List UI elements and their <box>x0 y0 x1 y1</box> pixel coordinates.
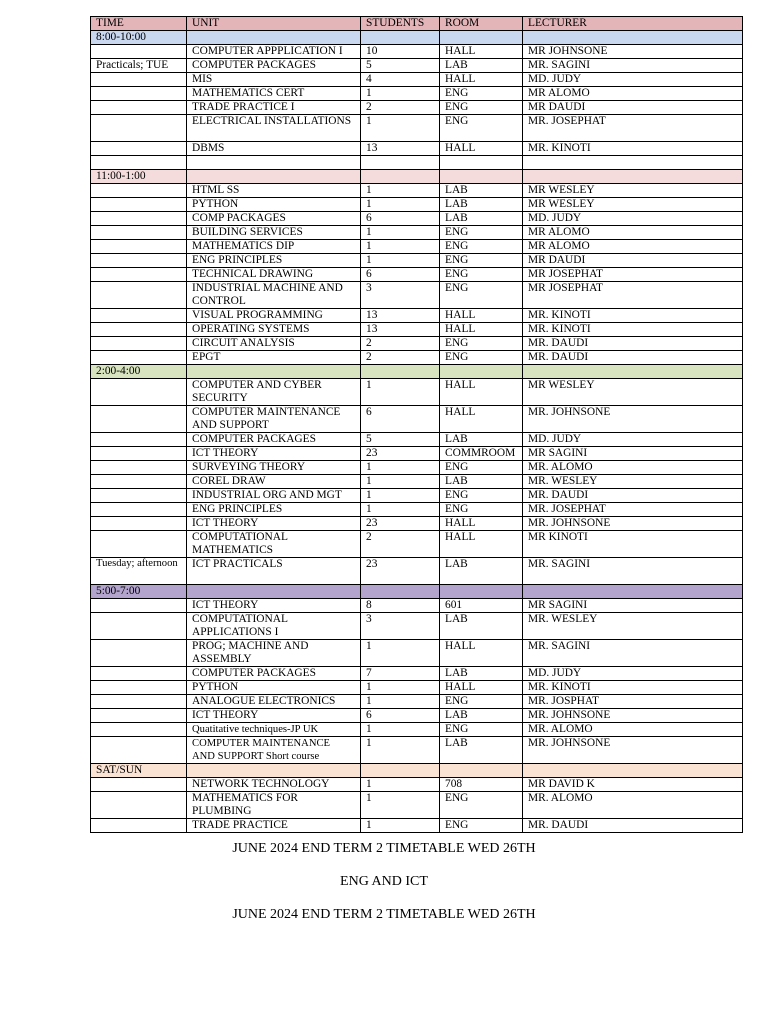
cell-students: 3 <box>361 282 440 309</box>
cell-unit: PROG; MACHINE AND ASSEMBLY <box>187 640 361 667</box>
cell-lecturer: MR. JOSEPHAT <box>523 503 743 517</box>
cell-lecturer: MR. JOSEPHAT <box>523 115 743 142</box>
cell-time <box>91 489 187 503</box>
cell-unit: Quatitative techniques-JP UK <box>187 723 361 737</box>
cell-lecturer: MR. ALOMO <box>523 792 743 819</box>
cell-lecturer: MR. DAUDI <box>523 351 743 365</box>
cell-students: 5 <box>361 59 440 73</box>
cell-students: 1 <box>361 475 440 489</box>
cell-room: LAB <box>440 198 523 212</box>
cell-time <box>91 667 187 681</box>
table-row <box>91 198 743 212</box>
cell-students: 1 <box>361 87 440 101</box>
cell-lecturer: MD. JUDY <box>523 667 743 681</box>
cell-unit: TRADE PRACTICE I <box>187 101 361 115</box>
table-row <box>91 254 743 268</box>
table-row <box>91 337 743 351</box>
cell-time <box>91 45 187 59</box>
cell-unit: CIRCUIT ANALYSIS <box>187 337 361 351</box>
cell-lecturer: MR KINOTI <box>523 531 743 558</box>
table-row <box>91 778 743 792</box>
cell-students: 1 <box>361 198 440 212</box>
cell-time <box>91 737 187 764</box>
table-row <box>91 309 743 323</box>
cell-time <box>91 613 187 640</box>
cell-time <box>91 778 187 792</box>
table-row <box>91 640 743 667</box>
cell-unit: MIS <box>187 73 361 87</box>
cell-unit: COMPUTER AND CYBER SECURITY <box>187 379 361 406</box>
table-row <box>91 709 743 723</box>
table-row <box>91 73 743 87</box>
cell-students: 1 <box>361 778 440 792</box>
cell-students: 1 <box>361 819 440 833</box>
cell-students: 7 <box>361 667 440 681</box>
cell-room: ENG <box>440 461 523 475</box>
cell-room: LAB <box>440 212 523 226</box>
cell-time <box>91 240 187 254</box>
cell-time <box>91 447 187 461</box>
cell-time: SAT/SUN <box>91 764 187 778</box>
department-title: ENG AND ICT <box>340 874 428 889</box>
cell-room: HALL <box>440 406 523 433</box>
cell-students <box>361 365 440 379</box>
table-row <box>91 681 743 695</box>
cell-students: 2 <box>361 531 440 558</box>
cell-unit <box>187 31 361 45</box>
cell-students: 1 <box>361 792 440 819</box>
table-row <box>91 240 743 254</box>
cell-time <box>91 156 187 170</box>
cell-room: HALL <box>440 640 523 667</box>
cell-lecturer: MR WESLEY <box>523 198 743 212</box>
cell-room <box>440 31 523 45</box>
cell-time <box>91 681 187 695</box>
time-slot-row <box>91 31 743 45</box>
cell-room <box>440 585 523 599</box>
cell-unit: ICT PRACTICALS <box>187 558 361 585</box>
table-row <box>91 323 743 337</box>
header-unit: UNIT <box>187 17 361 31</box>
cell-room: 601 <box>440 599 523 613</box>
cell-unit: MATHEMATICS DIP <box>187 240 361 254</box>
cell-lecturer <box>523 170 743 184</box>
cell-room: HALL <box>440 142 523 156</box>
cell-students: 1 <box>361 254 440 268</box>
cell-students: 1 <box>361 184 440 198</box>
cell-lecturer <box>523 31 743 45</box>
cell-students: 2 <box>361 101 440 115</box>
table-row <box>91 531 743 558</box>
cell-unit: COMPUTER PACKAGES <box>187 433 361 447</box>
cell-lecturer: MR. SAGINI <box>523 59 743 73</box>
cell-room <box>440 365 523 379</box>
cell-time <box>91 531 187 558</box>
table-row <box>91 115 743 142</box>
cell-lecturer: MR. ALOMO <box>523 723 743 737</box>
cell-lecturer: MR JOSEPHAT <box>523 282 743 309</box>
cell-room: LAB <box>440 667 523 681</box>
cell-lecturer: MR. DAUDI <box>523 819 743 833</box>
cell-students: 13 <box>361 142 440 156</box>
cell-unit: ANALOGUE ELECTRONICS <box>187 695 361 709</box>
cell-time <box>91 640 187 667</box>
cell-room: LAB <box>440 433 523 447</box>
cell-students: 2 <box>361 351 440 365</box>
cell-unit: COMPUTER MAINTENANCE AND SUPPORT <box>187 406 361 433</box>
cell-lecturer: MR SAGINI <box>523 599 743 613</box>
cell-time <box>91 475 187 489</box>
blank-row <box>91 156 743 170</box>
cell-unit: INDUSTRIAL ORG AND MGT <box>187 489 361 503</box>
cell-room: 708 <box>440 778 523 792</box>
cell-room: ENG <box>440 282 523 309</box>
cell-lecturer: MR. SAGINI <box>523 558 743 585</box>
timetable <box>90 16 743 833</box>
cell-unit: DBMS <box>187 142 361 156</box>
cell-time: Tuesday; afternoon <box>91 558 187 585</box>
cell-room: HALL <box>440 379 523 406</box>
table-row <box>91 503 743 517</box>
table-row <box>91 667 743 681</box>
cell-room: HALL <box>440 309 523 323</box>
time-slot-row <box>91 365 743 379</box>
table-row <box>91 819 743 833</box>
cell-lecturer: MR DAUDI <box>523 254 743 268</box>
cell-students: 1 <box>361 240 440 254</box>
cell-lecturer: MR ALOMO <box>523 226 743 240</box>
cell-room: ENG <box>440 101 523 115</box>
cell-lecturer: MR. SAGINI <box>523 640 743 667</box>
cell-lecturer: MR. JOHNSONE <box>523 737 743 764</box>
cell-lecturer: MD. JUDY <box>523 73 743 87</box>
cell-lecturer: MR JOSEPHAT <box>523 268 743 282</box>
cell-room: ENG <box>440 723 523 737</box>
cell-unit: PYTHON <box>187 681 361 695</box>
cell-lecturer: MR DAVID K <box>523 778 743 792</box>
cell-time <box>91 142 187 156</box>
cell-lecturer <box>523 156 743 170</box>
table-row <box>91 695 743 709</box>
cell-students <box>361 585 440 599</box>
table-row <box>91 406 743 433</box>
cell-time <box>91 792 187 819</box>
cell-unit: ICT THEORY <box>187 599 361 613</box>
cell-students: 1 <box>361 379 440 406</box>
cell-lecturer: MR. ALOMO <box>523 461 743 475</box>
cell-time: 5:00-7:00 <box>91 585 187 599</box>
cell-room: LAB <box>440 613 523 640</box>
table-row <box>91 517 743 531</box>
cell-students: 1 <box>361 489 440 503</box>
table-row <box>91 142 743 156</box>
table-row <box>91 87 743 101</box>
timetable-title: JUNE 2024 END TERM 2 TIMETABLE WED 26TH <box>232 841 536 856</box>
cell-unit: COMPUTER APPPLICATION I <box>187 45 361 59</box>
cell-unit: COMPUTER PACKAGES <box>187 667 361 681</box>
cell-unit: INDUSTRIAL MACHINE AND CONTROL <box>187 282 361 309</box>
cell-students: 8 <box>361 599 440 613</box>
cell-time <box>91 309 187 323</box>
cell-room: HALL <box>440 323 523 337</box>
table-row <box>91 613 743 640</box>
cell-time <box>91 323 187 337</box>
cell-unit: ENG PRINCIPLES <box>187 254 361 268</box>
cell-unit: COMPUTER MAINTENANCE AND SUPPORT Short course <box>187 737 361 764</box>
cell-time <box>91 517 187 531</box>
cell-lecturer: MR SAGINI <box>523 447 743 461</box>
cell-time: Practicals; TUE <box>91 59 187 73</box>
cell-time <box>91 337 187 351</box>
cell-lecturer: MR. KINOTI <box>523 681 743 695</box>
cell-unit: OPERATING SYSTEMS <box>187 323 361 337</box>
cell-time <box>91 226 187 240</box>
cell-lecturer: MR WESLEY <box>523 184 743 198</box>
cell-students: 13 <box>361 309 440 323</box>
cell-room: LAB <box>440 475 523 489</box>
cell-students: 23 <box>361 447 440 461</box>
cell-lecturer: MD. JUDY <box>523 433 743 447</box>
header-time: TIME <box>91 17 187 31</box>
cell-time <box>91 268 187 282</box>
cell-room: COMMROOM <box>440 447 523 461</box>
cell-time <box>91 101 187 115</box>
table-row <box>91 447 743 461</box>
cell-time <box>91 503 187 517</box>
cell-students: 1 <box>361 737 440 764</box>
cell-room: ENG <box>440 115 523 142</box>
timetable-title-repeat: JUNE 2024 END TERM 2 TIMETABLE WED 26TH <box>232 907 536 922</box>
cell-time <box>91 379 187 406</box>
cell-students: 1 <box>361 695 440 709</box>
cell-room: HALL <box>440 531 523 558</box>
table-row <box>91 268 743 282</box>
table-row <box>91 184 743 198</box>
cell-room: LAB <box>440 184 523 198</box>
cell-unit: NETWORK TECHNOLOGY <box>187 778 361 792</box>
cell-students: 1 <box>361 461 440 475</box>
cell-unit: TRADE PRACTICE <box>187 819 361 833</box>
cell-students: 10 <box>361 45 440 59</box>
cell-time <box>91 406 187 433</box>
cell-students: 1 <box>361 503 440 517</box>
cell-unit: PYTHON <box>187 198 361 212</box>
cell-students: 6 <box>361 406 440 433</box>
cell-lecturer: MR. WESLEY <box>523 475 743 489</box>
cell-unit: EPGT <box>187 351 361 365</box>
cell-lecturer: MR. JOHNSONE <box>523 406 743 433</box>
cell-time <box>91 461 187 475</box>
table-row <box>91 489 743 503</box>
cell-time <box>91 73 187 87</box>
cell-lecturer: MR. KINOTI <box>523 309 743 323</box>
cell-unit: COMPUTER PACKAGES <box>187 59 361 73</box>
cell-room: ENG <box>440 268 523 282</box>
table-row <box>91 558 743 585</box>
cell-time <box>91 212 187 226</box>
cell-unit: ICT THEORY <box>187 709 361 723</box>
cell-unit: MATHEMATICS CERT <box>187 87 361 101</box>
table-row <box>91 792 743 819</box>
cell-students <box>361 170 440 184</box>
cell-lecturer: MR. JOHNSONE <box>523 709 743 723</box>
cell-students <box>361 764 440 778</box>
cell-room: ENG <box>440 489 523 503</box>
cell-room: LAB <box>440 59 523 73</box>
cell-room: ENG <box>440 695 523 709</box>
time-slot-row <box>91 170 743 184</box>
cell-time <box>91 87 187 101</box>
cell-time <box>91 254 187 268</box>
cell-room: LAB <box>440 558 523 585</box>
table-row <box>91 212 743 226</box>
time-slot-row <box>91 585 743 599</box>
cell-unit: ENG PRINCIPLES <box>187 503 361 517</box>
table-row <box>91 723 743 737</box>
cell-room: ENG <box>440 351 523 365</box>
cell-lecturer: MR WESLEY <box>523 379 743 406</box>
cell-unit: TECHNICAL DRAWING <box>187 268 361 282</box>
cell-unit: VISUAL PROGRAMMING <box>187 309 361 323</box>
cell-room: ENG <box>440 503 523 517</box>
cell-room: ENG <box>440 792 523 819</box>
cell-room: HALL <box>440 45 523 59</box>
cell-time <box>91 819 187 833</box>
cell-unit: COMPUTATIONAL MATHEMATICS <box>187 531 361 558</box>
header-lecturer: LECTURER <box>523 17 743 31</box>
cell-unit: HTML SS <box>187 184 361 198</box>
cell-unit <box>187 365 361 379</box>
cell-time <box>91 198 187 212</box>
cell-room: ENG <box>440 819 523 833</box>
cell-lecturer: MR. KINOTI <box>523 323 743 337</box>
cell-lecturer: MR DAUDI <box>523 101 743 115</box>
cell-unit: COMPUTATIONAL APPLICATIONS I <box>187 613 361 640</box>
cell-students: 3 <box>361 613 440 640</box>
cell-students: 13 <box>361 323 440 337</box>
cell-students: 1 <box>361 681 440 695</box>
time-slot-row <box>91 764 743 778</box>
timetable-body <box>91 31 743 833</box>
cell-unit: ICT THEORY <box>187 447 361 461</box>
table-header-row <box>91 17 743 31</box>
cell-students: 5 <box>361 433 440 447</box>
cell-lecturer <box>523 764 743 778</box>
cell-lecturer: MR ALOMO <box>523 87 743 101</box>
cell-unit <box>187 585 361 599</box>
cell-room: HALL <box>440 73 523 87</box>
cell-lecturer <box>523 365 743 379</box>
cell-lecturer: MR. DAUDI <box>523 337 743 351</box>
cell-room: HALL <box>440 517 523 531</box>
cell-unit: SURVEYING THEORY <box>187 461 361 475</box>
cell-time <box>91 723 187 737</box>
cell-students: 2 <box>361 337 440 351</box>
table-row <box>91 599 743 613</box>
cell-time <box>91 433 187 447</box>
cell-students: 4 <box>361 73 440 87</box>
cell-unit <box>187 156 361 170</box>
cell-unit: MATHEMATICS FOR PLUMBING <box>187 792 361 819</box>
cell-room: ENG <box>440 87 523 101</box>
cell-unit <box>187 764 361 778</box>
cell-students: 1 <box>361 226 440 240</box>
cell-time <box>91 282 187 309</box>
cell-unit: BUILDING SERVICES <box>187 226 361 240</box>
cell-unit: COMP PACKAGES <box>187 212 361 226</box>
cell-room: ENG <box>440 240 523 254</box>
cell-room: LAB <box>440 737 523 764</box>
cell-unit: COREL DRAW <box>187 475 361 489</box>
table-row <box>91 475 743 489</box>
table-row <box>91 59 743 73</box>
table-row <box>91 351 743 365</box>
cell-lecturer: MR ALOMO <box>523 240 743 254</box>
cell-students <box>361 156 440 170</box>
cell-lecturer: MR. JOSPHAT <box>523 695 743 709</box>
cell-lecturer: MR. DAUDI <box>523 489 743 503</box>
cell-students: 1 <box>361 115 440 142</box>
cell-students: 6 <box>361 212 440 226</box>
table-row <box>91 101 743 115</box>
cell-time: 11:00-1:00 <box>91 170 187 184</box>
table-row <box>91 226 743 240</box>
cell-students: 1 <box>361 723 440 737</box>
cell-time <box>91 115 187 142</box>
cell-room: ENG <box>440 337 523 351</box>
cell-time <box>91 184 187 198</box>
cell-time: 2:00-4:00 <box>91 365 187 379</box>
cell-students: 6 <box>361 709 440 723</box>
cell-unit: ELECTRICAL INSTALLATIONS <box>187 115 361 142</box>
cell-room: ENG <box>440 254 523 268</box>
cell-students: 6 <box>361 268 440 282</box>
table-row <box>91 379 743 406</box>
cell-time <box>91 695 187 709</box>
cell-unit: ICT THEORY <box>187 517 361 531</box>
table-row <box>91 433 743 447</box>
cell-room <box>440 156 523 170</box>
table-row <box>91 461 743 475</box>
cell-room: LAB <box>440 709 523 723</box>
cell-lecturer: MR. KINOTI <box>523 142 743 156</box>
cell-students: 23 <box>361 558 440 585</box>
cell-time <box>91 599 187 613</box>
cell-room <box>440 170 523 184</box>
header-room: ROOM <box>440 17 523 31</box>
cell-room: ENG <box>440 226 523 240</box>
cell-time: 8:00-10:00 <box>91 31 187 45</box>
table-row <box>91 45 743 59</box>
header-students: STUDENTS <box>361 17 440 31</box>
cell-lecturer <box>523 585 743 599</box>
cell-lecturer: MD. JUDY <box>523 212 743 226</box>
cell-room: HALL <box>440 681 523 695</box>
table-row <box>91 737 743 764</box>
cell-lecturer: MR JOHNSONE <box>523 45 743 59</box>
cell-time <box>91 351 187 365</box>
cell-unit <box>187 170 361 184</box>
cell-students <box>361 31 440 45</box>
cell-students: 1 <box>361 640 440 667</box>
cell-students: 23 <box>361 517 440 531</box>
cell-room <box>440 764 523 778</box>
cell-time <box>91 709 187 723</box>
cell-lecturer: MR. JOHNSONE <box>523 517 743 531</box>
cell-lecturer: MR. WESLEY <box>523 613 743 640</box>
table-row <box>91 282 743 309</box>
